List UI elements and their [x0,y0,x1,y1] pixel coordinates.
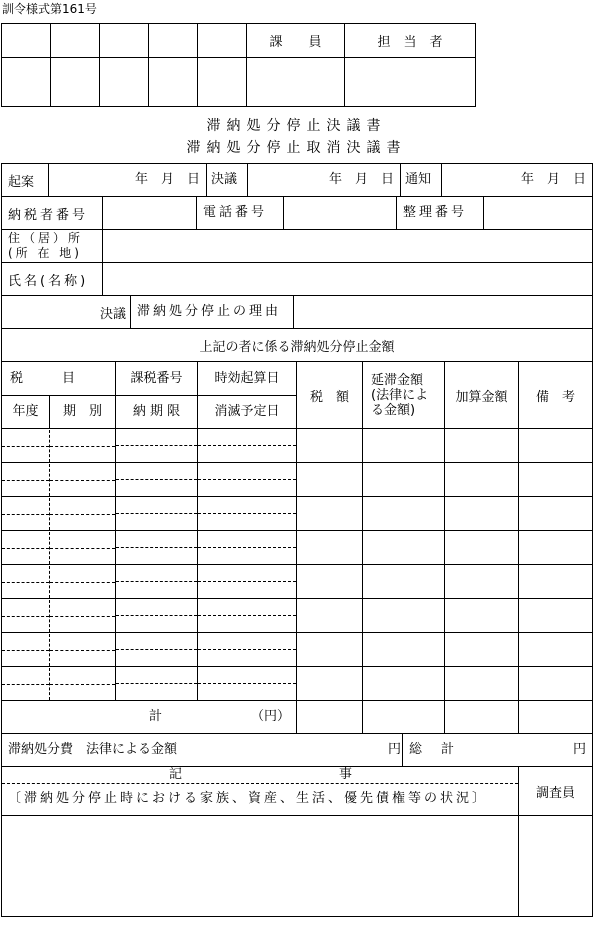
remarks-cell[interactable] [519,429,593,463]
tanto-stamp-cell[interactable] [345,58,476,107]
prescription-cell[interactable] [198,565,297,599]
remarks-cell[interactable] [519,599,593,633]
tax-item-cell[interactable] [2,633,116,667]
expense-yen: 円 [388,742,402,757]
address-label: 住（居）所 [8,231,84,245]
additional-cell[interactable] [445,463,519,497]
tax-amount-header: 税 額 [297,362,363,429]
stamp-cell[interactable] [51,24,100,58]
tax-no-cell[interactable] [116,463,198,497]
expiry-header: 消滅予定日 [214,404,280,419]
main-form [1,163,593,917]
additional-cell[interactable] [445,531,519,565]
table-row [2,531,593,565]
grand-total-yen: 円 [573,742,587,757]
remarks-cell[interactable] [519,565,593,599]
stamp-cell[interactable] [198,24,247,58]
delinquency-cell[interactable] [363,565,445,599]
delinquency-cell[interactable] [363,497,445,531]
title-cancel: 滞納処分停止取消決議書 [186,140,407,156]
tax-no-cell[interactable] [116,633,198,667]
remarks-cell[interactable] [519,531,593,565]
stamp-cell[interactable] [198,58,247,107]
prescription-cell[interactable] [198,497,297,531]
tax-no-cell[interactable] [116,429,198,463]
ka-label: 課 員 [247,24,345,58]
delinquency-cell[interactable] [363,429,445,463]
tax-amount-cell[interactable] [297,633,363,667]
total-tax-cell[interactable] [297,701,363,734]
tax-amount-cell[interactable] [297,599,363,633]
name-label: 氏名(名称) [8,273,89,289]
tax-no-cell[interactable] [116,667,198,701]
total-remarks-cell[interactable] [519,701,593,734]
amount-header: 上記の者に係る滞納処分停止金額 [2,329,593,362]
kian-date[interactable]: 年 月 日 [48,164,206,196]
delinquency-header: 延滞金額(法律による金額) [363,362,445,429]
total-delinquency-cell[interactable] [363,701,445,734]
year-header: 年度 [2,396,50,428]
remarks-cell[interactable] [519,497,593,531]
address-label-sub: (所 在 地) [8,246,82,260]
taxpayer-no-label: 納税者番号 [8,207,89,223]
stamp-cell[interactable] [149,24,198,58]
ketsugi-label: 決議 [206,164,247,196]
kian-label: 起案 [8,174,35,190]
expense-label: 滞納処分費 法律による金額 [8,742,178,757]
prescription-cell[interactable] [198,463,297,497]
phone-field[interactable] [283,197,396,229]
additional-cell[interactable] [445,667,519,701]
tax-no-header: 課税番号 [116,362,197,396]
stamp-cell[interactable] [100,58,149,107]
data-rows [2,429,593,701]
remarks-header: 備 考 [519,362,593,429]
remarks-cell[interactable] [519,463,593,497]
reason-ketsugi-label: 決議 [99,306,126,322]
period-header: 期 別 [62,404,102,419]
total-label: 計 [148,709,162,724]
prescription-cell[interactable] [198,599,297,633]
total-unit: （円） [250,709,290,724]
tax-item-cell[interactable] [2,667,116,701]
notes-field[interactable] [2,816,519,917]
prescription-start-header: 時効起算日 [198,362,296,396]
delinquency-cell[interactable] [363,599,445,633]
tax-item-cell[interactable] [2,599,116,633]
stamp-cell[interactable] [2,58,51,107]
prescription-cell[interactable] [198,667,297,701]
stamp-cell[interactable] [2,24,51,58]
additional-cell[interactable] [445,565,519,599]
title-stop: 滞納処分停止決議書 [206,118,387,134]
delinquency-cell[interactable] [363,531,445,565]
tsuchi-label: 通知 [400,164,441,196]
notes-ki: 記 [168,767,182,782]
tax-item-cell[interactable] [2,497,116,531]
inspector-label: 調査員 [519,767,593,816]
approval-stamp-box [1,23,476,107]
ref-no-label: 整理番号 [396,197,483,229]
delinquency-cell[interactable] [363,667,445,701]
table-row [2,667,593,701]
delinquency-cell[interactable] [363,463,445,497]
tax-amount-cell[interactable] [297,531,363,565]
form-number: 訓令様式第161号 [2,2,97,16]
delinquency-cell[interactable] [363,633,445,667]
reason-label: 滞納処分停止の理由 [130,296,293,328]
inspector-stamp-cell[interactable] [519,816,593,917]
tax-amount-cell[interactable] [297,429,363,463]
tax-no-cell[interactable] [116,599,198,633]
tax-no-cell[interactable] [116,497,198,531]
notes-ji: 事 [338,767,352,782]
additional-cell[interactable] [445,429,519,463]
stamp-cell[interactable] [100,24,149,58]
remarks-cell[interactable] [519,667,593,701]
table-row [2,463,593,497]
notes-subtitle: 〔滞納処分停止時における家族、資産、生活、優先債権等の状況〕 [8,791,489,806]
reason-field[interactable] [293,296,592,328]
tax-amount-cell[interactable] [297,565,363,599]
prescription-cell[interactable] [198,633,297,667]
prescription-cell[interactable] [198,429,297,463]
stamp-cell[interactable] [149,58,198,107]
table-row [2,497,593,531]
total-additional-cell[interactable] [445,701,519,734]
prescription-cell[interactable] [198,531,297,565]
tax-amount-cell[interactable] [297,667,363,701]
tanto-label: 担 当 者 [345,24,476,58]
tax-item-cell[interactable] [2,463,116,497]
additional-cell[interactable] [445,497,519,531]
tax-no-cell[interactable] [116,565,198,599]
tax-item-cell[interactable] [2,565,116,599]
name-field[interactable] [102,263,592,295]
tax-amount-cell[interactable] [297,497,363,531]
due-header: 納 期 限 [132,404,181,419]
table-row [2,633,593,667]
tax-item-cell[interactable] [2,531,116,565]
ka-stamp-cell[interactable] [247,58,345,107]
grand-total-label: 総 計 [402,734,469,766]
additional-header: 加算金額 [445,362,519,429]
tax-item-header: 税 目 [2,362,115,396]
address-field[interactable] [102,230,592,262]
tsuchi-date[interactable]: 年 月 日 [441,164,592,196]
tax-item-cell[interactable] [2,429,116,463]
additional-cell[interactable] [445,633,519,667]
ketsugi-date[interactable]: 年 月 日 [247,164,400,196]
remarks-cell[interactable] [519,633,593,667]
taxpayer-no-field[interactable] [102,197,196,229]
table-row [2,429,593,463]
additional-cell[interactable] [445,599,519,633]
table-row [2,599,593,633]
table-row [2,565,593,599]
stamp-cell[interactable] [51,58,100,107]
tax-amount-cell[interactable] [297,463,363,497]
phone-label: 電話番号 [196,197,283,229]
tax-no-cell[interactable] [116,531,198,565]
ref-no-field[interactable] [483,197,592,229]
